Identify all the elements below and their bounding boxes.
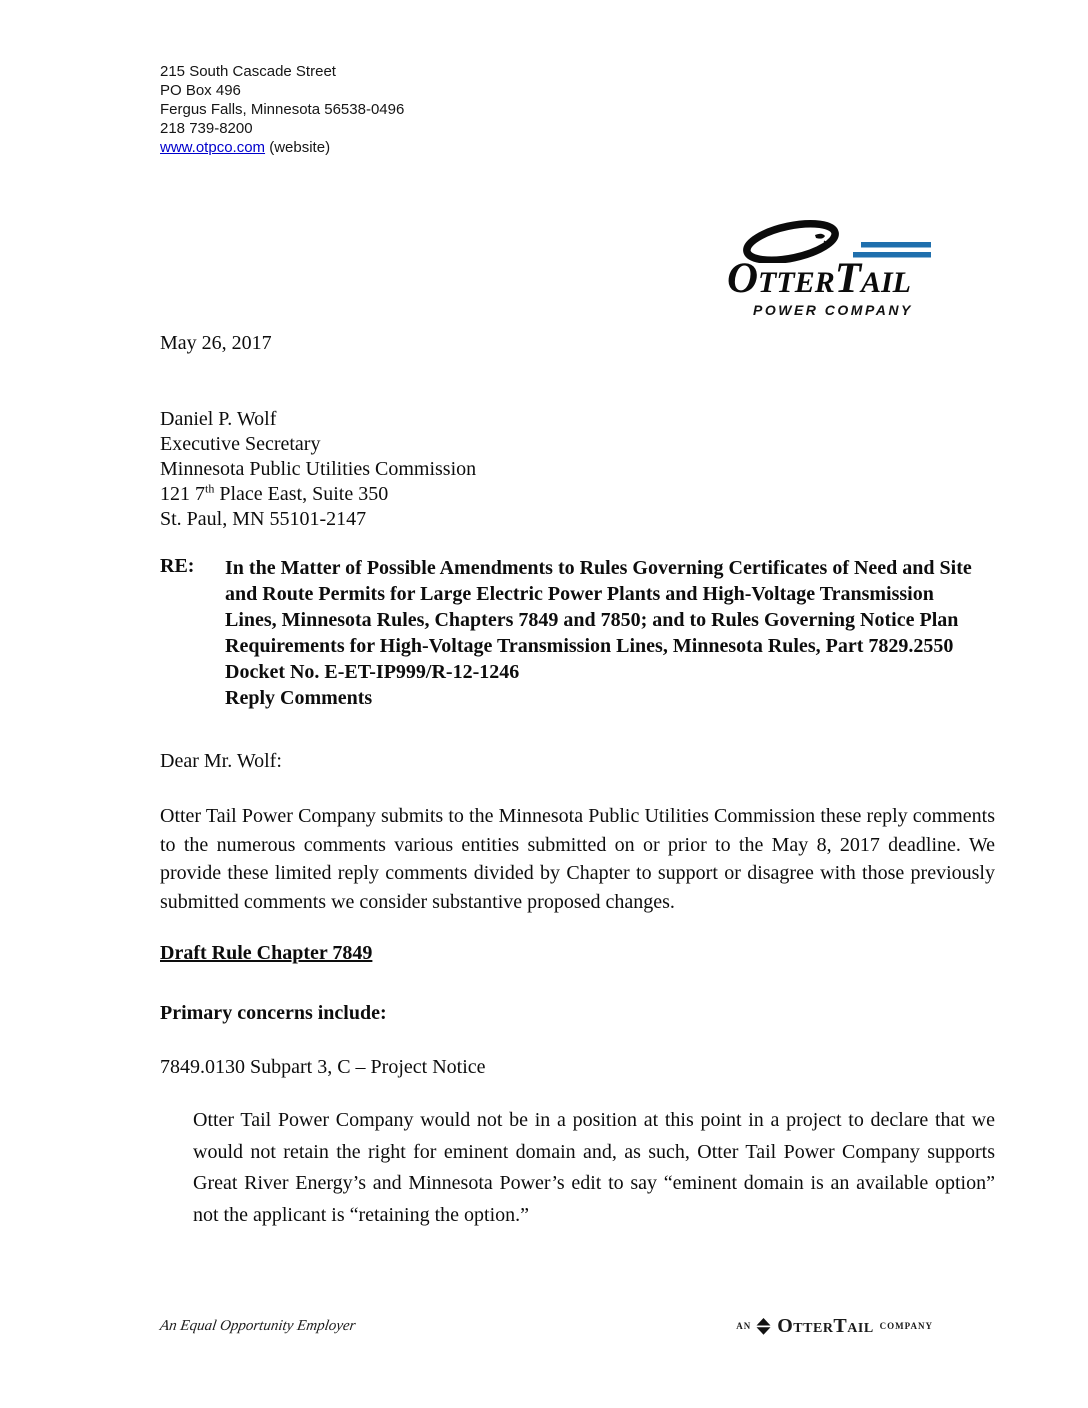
footer-company-label: COMPANY <box>879 1321 933 1331</box>
body-paragraph-1: Otter Tail Power Company submits to the Minnesota Public Utilities Commission these reply comments to the numerous comments various entities submitted on or prior to the May 8, 2017 deadline. We provide these limited reply comments divided by Chapter to support or disagree with those previously submitted comments we consider substantive proposed changes. <box>160 805 995 913</box>
logo-tagline: POWER COMPANY <box>753 302 913 318</box>
letter-date: May 26, 2017 <box>160 332 272 354</box>
sender-phone: 218 739-8200 <box>160 120 253 137</box>
website-note: (website) <box>265 139 331 156</box>
sender-po-box: PO Box 496 <box>160 82 241 99</box>
footer-company-logo <box>736 1316 933 1336</box>
sender-address-block <box>160 0 995 157</box>
primary-concerns-subheading: Primary concerns include: <box>160 1002 387 1024</box>
sender-website-line <box>160 138 995 157</box>
website-link[interactable]: www.otpco.com <box>160 139 266 156</box>
rule-item-heading: 7849.0130 Subpart 3, C – Project Notice <box>160 1056 486 1078</box>
recipient-city-state-zip: St. Paul, MN 55101-2147 <box>160 508 367 530</box>
recipient-name: Daniel P. Wolf <box>160 408 277 430</box>
re-line: Reply Comments <box>225 687 373 709</box>
section-heading-chapter-7849: Draft Rule Chapter 7849 <box>160 942 373 964</box>
recipient-organization: Minnesota Public Utilities Commission <box>160 458 477 480</box>
recipient-street: 121 7th Place East, Suite 350 <box>160 481 389 505</box>
footer-wordmark: OtterTail <box>777 1315 874 1337</box>
re-subject-lines <box>225 555 972 711</box>
sender-street: 215 South Cascade Street <box>160 63 336 80</box>
recipient-address-block <box>160 407 995 532</box>
ordinal-superscript: th <box>205 481 215 496</box>
indented-comment-paragraph: Otter Tail Power Company would not be in a position at this point in a project to declare that we would not retain the right for eminent domain and, as such, Otter Tail Power Company supports Great River Energy’s and Minnesota Power’s edit to say “eminent domain is an available option” not the applicant is “retaining the option.” <box>193 1109 995 1226</box>
recipient-title: Executive Secretary <box>160 433 321 455</box>
diamond-icon <box>756 1318 771 1335</box>
page-footer <box>160 1316 995 1336</box>
re-line: Docket No. E-ET-IP999/R-12-1246 <box>225 661 520 683</box>
salutation: Dear Mr. Wolf: <box>160 750 282 772</box>
company-logo <box>727 219 937 318</box>
re-subject-block <box>160 555 995 711</box>
equal-opportunity-text: An Equal Opportunity Employer <box>158 1317 357 1334</box>
footer-an-label: AN <box>736 1321 752 1331</box>
re-line: In the Matter of Possible Amendments to Rules Governing Certificates of Need and Site <box>225 557 972 579</box>
re-line: Requirements for High-Voltage Transmission Lines, Minnesota Rules, Part 7829.2550 <box>225 635 954 657</box>
re-label: RE: <box>160 555 195 577</box>
re-line: and Route Permits for Large Electric Power Plants and High-Voltage Transmission <box>225 583 934 605</box>
sender-city-state-zip: Fergus Falls, Minnesota 56538-0496 <box>160 101 405 118</box>
logo-wordmark: OtterTail <box>727 255 911 302</box>
re-line: Lines, Minnesota Rules, Chapters 7849 and 7850; and to Rules Governing Notice Plan <box>225 609 959 631</box>
